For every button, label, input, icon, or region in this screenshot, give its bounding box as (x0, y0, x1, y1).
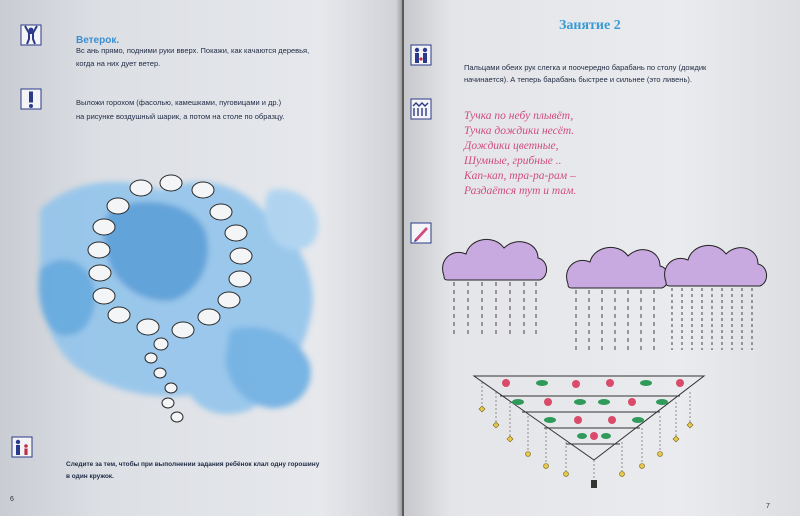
poem-line: Шумные, грибные .. (464, 155, 562, 167)
note-text-line-2: в один кружок. (66, 473, 114, 480)
shawl-leaves (512, 380, 668, 439)
shawl-drawing (470, 372, 710, 492)
two-people-icon (410, 44, 432, 66)
watercolor-wash (39, 182, 318, 414)
finger-text-line-1: Пальцами обеих рук слегка и поочередно барабань по столу (дождик (464, 63, 707, 72)
cloud-left (443, 239, 547, 338)
layout-text-line-1: Выложи горохом (фасолью, камешками, пуговицами и др.) (76, 98, 282, 107)
poem-line: Дождики цветные, (464, 140, 559, 152)
shawl-flowers (502, 379, 684, 440)
wind-heading: Ветерок. (76, 35, 120, 46)
shawl-beads (479, 406, 693, 477)
rain-clouds-drawing (438, 230, 798, 360)
lesson-title: Занятие 2 (559, 18, 621, 33)
poem (464, 109, 576, 199)
poem-line: Тучка по небу плывёт, (464, 110, 574, 122)
parent-child-icon (11, 436, 33, 458)
pencil-icon (410, 222, 432, 244)
wind-text-line-2: когда на них дует ветер. (76, 59, 161, 68)
shawl-tassels (482, 382, 690, 482)
hands-rain-icon (410, 98, 432, 120)
cloud-right (665, 245, 767, 350)
page-number-left: 6 (10, 496, 14, 503)
poem-line: Кап-кап, тра-ра-рам – (464, 170, 576, 182)
wind-text-line-1: Вс ань прямо, подними руки вверх. Покажи, как качаются деревья, (76, 46, 310, 55)
note-text-line-1: Следите за тем, чтобы при выполнении задания ребёнок клал одну горошину (66, 461, 320, 468)
poem-line: Тучка дождики несёт. (464, 125, 575, 137)
layout-text-line-2: на рисунке воздушный шарик, а потом на столе по образцу. (76, 112, 285, 121)
poem-line: Раздаётся тут и там. (464, 185, 577, 197)
shawl-end-bead (591, 480, 597, 488)
cloud-middle (567, 247, 669, 350)
page-number-right: 7 (766, 503, 770, 510)
finger-text-line-2: начинается). А теперь барабань быстрее и сильнее (это ливень). (464, 75, 692, 84)
